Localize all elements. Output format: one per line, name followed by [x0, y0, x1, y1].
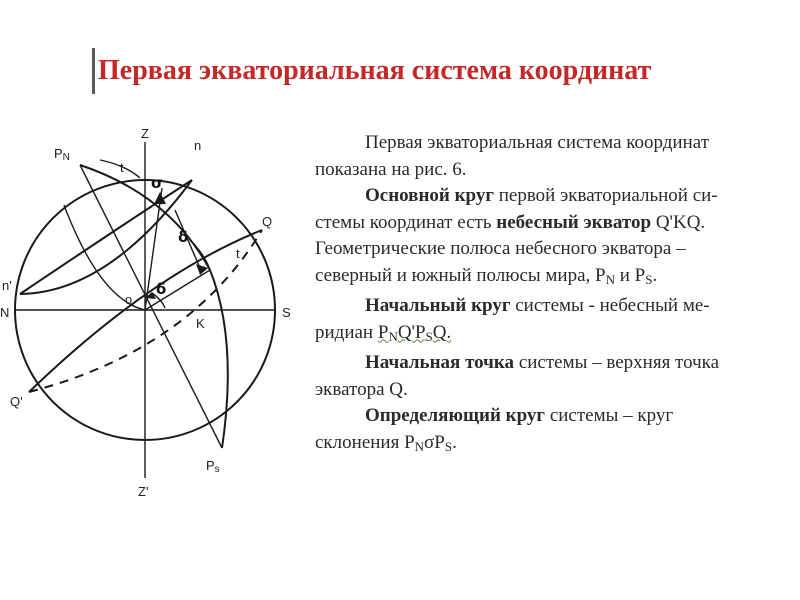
declination-delta-upper-label: δ [178, 228, 189, 246]
meridian-notation: $P_NQ'P_SQ$. [377, 321, 452, 344]
paragraph-4-line-1: Начальная точка системы – верхняя точка [365, 352, 720, 373]
point-n-label: n [194, 138, 202, 153]
point-k-label: K [196, 316, 205, 331]
paragraph-4-line-2: экватора Q. [315, 378, 408, 400]
paragraph-1-line-1: Первая экваториальная система координат [365, 132, 710, 153]
arrow-to-k [196, 264, 208, 275]
paragraph-5-line-2: склонения $P_N\sigma P_S$. [315, 431, 457, 454]
diagram-svg [0, 118, 310, 600]
south-pole-label: Ps [206, 458, 220, 475]
page-title: Первая экваториальная система координат [98, 55, 652, 86]
declination-circle [80, 165, 228, 448]
sigma-label: σ [151, 174, 163, 192]
description-text [315, 130, 800, 530]
hour-angle-t-upper-label: t [120, 160, 124, 175]
center-o-label: o [125, 292, 133, 307]
paragraph-2-line-3: Геометрические полюса небесного экватора – [315, 238, 686, 259]
point-n-prime-label: n' [2, 278, 12, 293]
diurnal-parallel-upper [20, 180, 192, 294]
south-point-label: S [282, 305, 291, 320]
north-point-label: N [0, 305, 10, 320]
paragraph-5-line-1: Определяющий круг системы – круг [365, 405, 674, 426]
zenith-label: Z [141, 126, 149, 141]
hour-angle-t-lower-label: t [236, 246, 240, 261]
equator-q-prime-label: Q' [10, 394, 23, 409]
celestial-sphere-diagram [0, 118, 310, 600]
declination-delta-lower-label: δ [156, 280, 167, 298]
nadir-label: Z' [138, 484, 149, 499]
paragraph-2-line-1: Основной круг первой экваториальной си- [365, 185, 718, 206]
north-pole-label: PN [54, 146, 70, 163]
paragraph-3-line-2: ридиан $P_NQ'P_SQ$. [315, 321, 452, 344]
paragraph-3-line-1: Начальный круг системы - небесный ме- [365, 295, 710, 316]
equator-q-label: Q [262, 214, 273, 229]
paragraph-2-line-2: стемы координат есть небесный экватор Q'KQ. [315, 211, 706, 233]
paragraph-2-line-4: северный и южный полюсы мира, $P_N$ и $P_S$. [315, 264, 658, 287]
paragraph-1-line-2: показана на рис. 6. [315, 158, 467, 180]
